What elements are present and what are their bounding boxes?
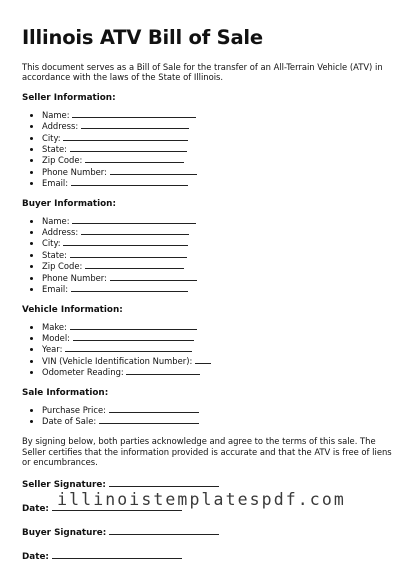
year-blank[interactable]	[65, 343, 192, 352]
list-item: • VIN (Vehicle Identification Number):	[42, 355, 392, 366]
list-item: • City:	[42, 237, 392, 248]
city-blank[interactable]	[63, 237, 188, 246]
list-item: • Address:	[42, 120, 392, 131]
name-blank[interactable]	[72, 215, 196, 224]
list-item: • Name:	[42, 215, 392, 226]
seller-signature-line: Seller Signature:	[22, 477, 392, 491]
list-item: • Email:	[42, 177, 392, 188]
list-item: • Name:	[42, 109, 392, 120]
odometer-blank[interactable]	[126, 366, 200, 375]
sale-heading: Sale Information:	[22, 387, 109, 398]
list-item: • Date of Sale:	[42, 415, 392, 426]
seller-fields	[22, 109, 392, 189]
address-blank[interactable]	[81, 120, 189, 129]
state-blank[interactable]	[70, 249, 187, 258]
price-blank[interactable]	[109, 404, 199, 413]
sale-fields	[22, 404, 392, 427]
list-item: • Make:	[42, 321, 392, 332]
list-item: • State:	[42, 143, 392, 154]
list-item: • City:	[42, 132, 392, 143]
document-title: Illinois ATV Bill of Sale	[22, 26, 263, 49]
email-blank[interactable]	[71, 283, 188, 292]
seller-date-line: Date:	[22, 501, 392, 515]
address-blank[interactable]	[81, 226, 189, 235]
name-blank[interactable]	[72, 109, 196, 118]
buyer-fields	[22, 215, 392, 295]
zip-blank[interactable]	[85, 154, 184, 163]
list-item: • Phone Number:	[42, 272, 392, 283]
buyer-signature-blank[interactable]	[109, 525, 219, 535]
seller-signature-blank[interactable]	[109, 477, 219, 487]
model-blank[interactable]	[73, 332, 194, 341]
list-item: • Purchase Price:	[42, 404, 392, 415]
phone-blank[interactable]	[110, 166, 197, 175]
zip-blank[interactable]	[85, 260, 184, 269]
seller-heading: Seller Information:	[22, 92, 116, 103]
intro-paragraph: This document serves as a Bill of Sale for the transfer of an All-Terrain Vehicle (ATV) in accordance with the laws of the State of Illinois.	[22, 62, 383, 83]
vin-blank[interactable]	[195, 355, 211, 364]
list-item: • Address:	[42, 226, 392, 237]
phone-blank[interactable]	[110, 272, 197, 281]
list-item: • State:	[42, 249, 392, 260]
list-item: • Email:	[42, 283, 392, 294]
buyer-heading: Buyer Information:	[22, 198, 116, 209]
buyer-date-blank[interactable]	[52, 549, 182, 559]
city-blank[interactable]	[63, 132, 188, 141]
vehicle-fields	[22, 321, 392, 378]
list-item: • Zip Code:	[42, 154, 392, 165]
list-item: • Odometer Reading:	[42, 366, 392, 377]
buyer-signature-line: Buyer Signature:	[22, 525, 392, 539]
date-of-sale-blank[interactable]	[99, 415, 199, 424]
list-item: • Phone Number:	[42, 166, 392, 177]
email-blank[interactable]	[71, 177, 188, 186]
list-item: • Model:	[42, 332, 392, 343]
list-item: • Year:	[42, 343, 392, 354]
list-item: • Zip Code:	[42, 260, 392, 271]
make-blank[interactable]	[70, 321, 197, 330]
watermark: illinoistemplatespdf.com	[57, 490, 346, 509]
closing-paragraph: By signing below, both parties acknowledge and agree to the terms of this sale. The Seller certifies that the information provided is accurate and that the ATV is free of liens or encumbrances.	[22, 436, 392, 468]
buyer-date-line: Date:	[22, 549, 392, 563]
state-blank[interactable]	[70, 143, 187, 152]
vehicle-heading: Vehicle Information:	[22, 304, 123, 315]
